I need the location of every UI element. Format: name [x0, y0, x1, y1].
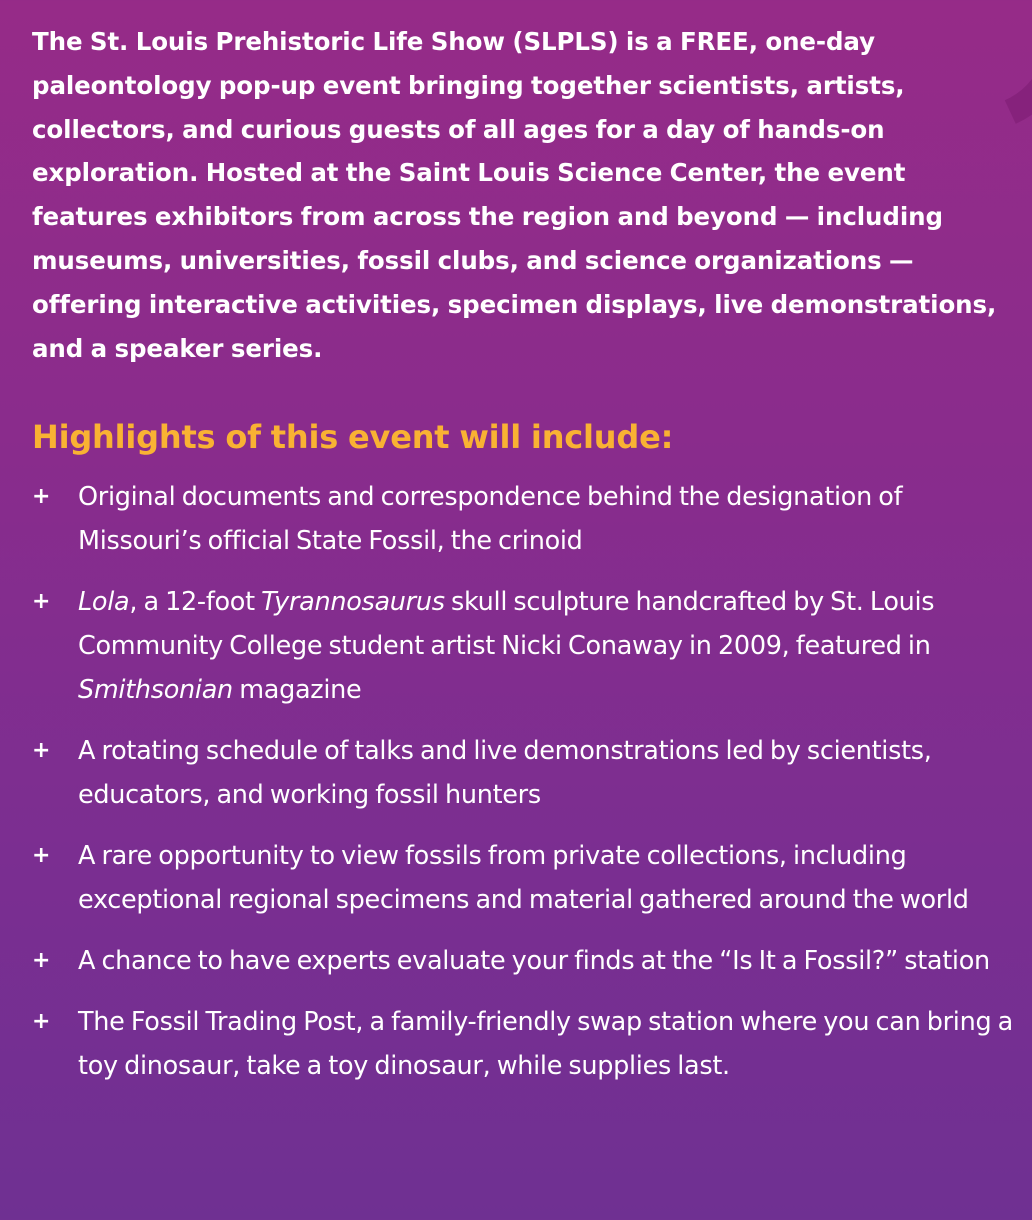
highlight-item-lola-sculpture: [32, 580, 1017, 712]
highlight-text: A chance to have experts evaluate your finds at the “Is It a Fossil?” station: [78, 946, 990, 977]
highlights-list: [32, 475, 1017, 1088]
highlight-text: The Fossil Trading Post, a family-friendly swap station where you can bring a toy dinosaur, take a toy dinosaur, while supplies last.: [78, 1007, 1013, 1082]
tyrannosaurus-name: Tyrannosaurus: [261, 587, 445, 618]
intro-paragraph: [32, 20, 1017, 370]
highlight-text: skull sculpture handcrafted by St. Louis Community College student artist Nicki Conaway in 2009, featured in: [78, 587, 935, 662]
highlight-item-talks: [32, 729, 1017, 817]
highlight-text: , a 12-foot: [129, 587, 262, 618]
intro-text-start: The St. Louis Prehistoric Life Show (SLPLS) is a: [32, 27, 681, 56]
highlight-item-private-collections: [32, 834, 1017, 922]
highlight-text: A rare opportunity to view fossils from private collections, including exceptional regional specimens and material gathered around the world: [78, 841, 969, 916]
event-description: [32, 20, 1017, 1105]
highlight-item-trading-post: [32, 1000, 1017, 1088]
highlight-text: A rotating schedule of talks and live demonstrations led by scientists, educators, and working fossil hunters: [78, 736, 932, 811]
free-emphasis: FREE: [680, 27, 749, 56]
highlight-item-state-fossil: [32, 475, 1017, 563]
plus-bullet-icon: +: [32, 1009, 51, 1035]
plus-bullet-icon: +: [32, 843, 51, 869]
highlights-heading: Highlights of this event will include:: [32, 418, 674, 457]
plus-bullet-icon: +: [32, 589, 51, 615]
plus-bullet-icon: +: [32, 948, 51, 974]
intro-text-rest: , one-day paleontology pop-up event bringing together scientists, artists, collectors, and curious guests of all ages for a day of hands-on exploration. Hosted at the Saint Louis Science Center, the event features exhibitors from across the region and beyond — including museums, universities, fossil clubs, and science organizations — offering interactive activities, specimen displays, live demonstrations, and a speaker series.: [32, 27, 997, 363]
lola-title: Lola: [78, 587, 130, 618]
smithsonian-title: Smithsonian: [78, 675, 233, 706]
highlight-text: Original documents and correspondence behind the designation of Missouri’s official State Fossil, the crinoid: [78, 482, 903, 557]
highlight-text: magazine: [232, 675, 362, 706]
highlight-item-is-it-a-fossil: [32, 939, 1017, 983]
plus-bullet-icon: +: [32, 738, 51, 764]
plus-bullet-icon: +: [32, 484, 51, 510]
